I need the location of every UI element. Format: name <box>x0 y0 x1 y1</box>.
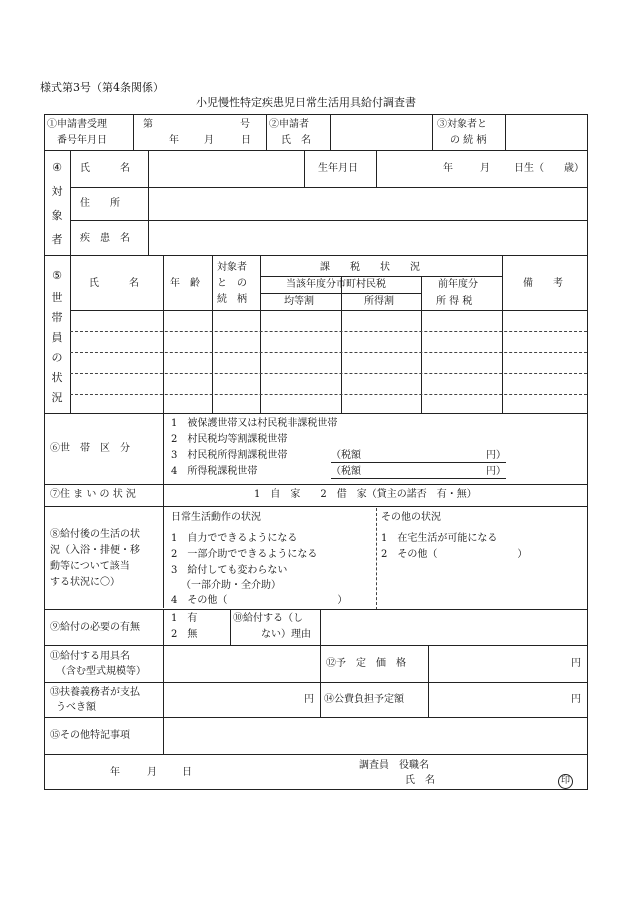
tax-open: （税額 <box>331 466 361 477</box>
col-relation: 対象者 <box>217 262 247 273</box>
category-item: 4 所得税課税世帯 <box>171 466 258 477</box>
footer-month: 月 <box>147 767 157 778</box>
subject-address-label: 住 所 <box>80 198 120 209</box>
necessity-option: 1 有 <box>171 613 198 624</box>
col-remarks: 備 考 <box>523 278 563 289</box>
col-tax-income: 所得割 <box>364 296 394 307</box>
daily-item: （一部介助・全介助） <box>176 580 281 591</box>
necessity-option: 2 無 <box>171 629 198 640</box>
necessity-label: ⑨給付の必要の有無 <box>50 622 140 633</box>
dob-age: 歳） <box>564 163 584 174</box>
col-age: 年 齢 <box>170 278 200 289</box>
daily-item: 3 給付しても変わらない <box>171 565 288 576</box>
tax-amount-line-4 <box>331 466 506 479</box>
receipt-label-2: 番号年月日 <box>57 135 107 146</box>
daily-title: 日常生活動作の状況 <box>171 512 261 523</box>
applicant-name-label: 氏 名 <box>281 135 311 146</box>
applicant-label: ②申請者 <box>269 119 309 130</box>
equipment-label: ⑪給付する用具名 <box>50 651 130 662</box>
other-item: 1 在宅生活が可能になる <box>381 533 498 544</box>
category-item: 1 被保護世帯又は村民税非課税世帯 <box>171 418 338 429</box>
category-item: 3 村民税所得割課税世帯 <box>171 450 288 461</box>
subject-dob-label: 生年月日 <box>318 163 358 174</box>
life-label: 況（入浴・排便・移 <box>50 545 140 556</box>
price-label: ⑫予 定 価 格 <box>326 658 406 669</box>
public-unit: 円 <box>571 694 581 705</box>
receipt-dai: 第 <box>143 119 153 130</box>
life-label: 動等について該当 <box>50 561 130 572</box>
price-unit: 円 <box>571 658 581 669</box>
category-item: 2 村民税均等割課税世帯 <box>171 434 288 445</box>
daily-item: 1 自力でできるようになる <box>171 533 298 544</box>
page-title: 小児慢性特定疾患児日常生活用具給付調査書 <box>196 96 416 109</box>
daily-item: 4 その他（ ） <box>171 595 348 606</box>
reason-label-2: ない）理由 <box>261 629 311 640</box>
notes-label: ⑮その他特記事項 <box>50 730 130 741</box>
tax-amount-line-3 <box>331 450 506 463</box>
relation-label: ③対象者と <box>437 119 487 130</box>
col-name: 氏 名 <box>89 278 139 289</box>
other-item: 2 その他（ ） <box>381 549 528 560</box>
subject-section-char: ④ <box>52 161 62 174</box>
reason-label: ⑩給付する（し <box>233 613 303 624</box>
equipment-label-2: （含む型式規模等） <box>56 666 146 677</box>
household-section-char: 員 <box>51 331 63 344</box>
col-tax: 課 税 状 況 <box>320 262 420 273</box>
investigator-name: 氏 名 <box>405 775 435 786</box>
receipt-label: ①申請書受理 <box>47 119 107 130</box>
category-label: ⑥世 帯 区 分 <box>50 443 130 454</box>
subject-disease-label: 疾 患 名 <box>80 233 130 244</box>
support-label: ⑬扶養義務者が支払 <box>50 687 140 698</box>
dob-month: 月 <box>480 163 490 174</box>
household-section-char: ⑤ <box>52 269 62 282</box>
household-section-char: 状 <box>51 371 63 384</box>
seal-mark: 印 <box>558 774 573 789</box>
support-label-2: うべき額 <box>56 702 96 713</box>
form-number: 様式第3号（第4条関係） <box>40 81 164 94</box>
life-label: する状況に〇） <box>50 577 120 588</box>
receipt-year: 年 <box>169 135 179 146</box>
household-section-char: 世 <box>51 291 63 304</box>
household-section-char: 帯 <box>51 311 63 324</box>
footer-year: 年 <box>110 767 120 778</box>
relation-label-2: の 続 柄 <box>450 135 487 146</box>
col-relation-2: と の <box>217 278 247 289</box>
col-relation-3: 続 柄 <box>217 294 247 305</box>
daily-item: 2 一部介助でできるようになる <box>171 549 318 560</box>
housing-label: ⑦住 ま い の 状 況 <box>50 489 136 500</box>
tax-close: 円） <box>486 450 506 461</box>
dob-year: 年 <box>443 163 453 174</box>
investigator-title: 調査員 役職名 <box>359 760 429 771</box>
dob-birth: 日生（ <box>514 163 544 174</box>
col-tax-equal: 均等割 <box>284 296 314 307</box>
subject-section-char: 象 <box>51 209 63 222</box>
tax-open: （税額 <box>331 450 361 461</box>
col-prev: 前年度分 <box>438 279 478 290</box>
subject-section-char: 者 <box>51 233 63 246</box>
household-section-char: 況 <box>51 391 63 404</box>
support-unit: 円 <box>304 694 314 705</box>
col-prev-2: 所 得 税 <box>436 296 473 307</box>
life-label: ⑧給付後の生活の状 <box>50 529 140 540</box>
tax-close: 円） <box>486 466 506 477</box>
subject-section-char: 対 <box>51 185 63 198</box>
public-label: ⑭公費負担予定額 <box>324 694 404 705</box>
col-tax-current: 当該年度分市町村民税 <box>286 279 386 290</box>
receipt-month: 月 <box>204 135 214 146</box>
housing-value: 1 自 家 2 借 家（貸主の諾否 有・無） <box>254 489 477 500</box>
receipt-day: 日 <box>241 135 251 146</box>
household-section-char: の <box>51 351 63 364</box>
subject-name-label: 氏 名 <box>80 163 130 174</box>
receipt-go: 号 <box>240 119 250 130</box>
footer-day: 日 <box>182 767 192 778</box>
other-title: その他の状況 <box>381 512 441 523</box>
